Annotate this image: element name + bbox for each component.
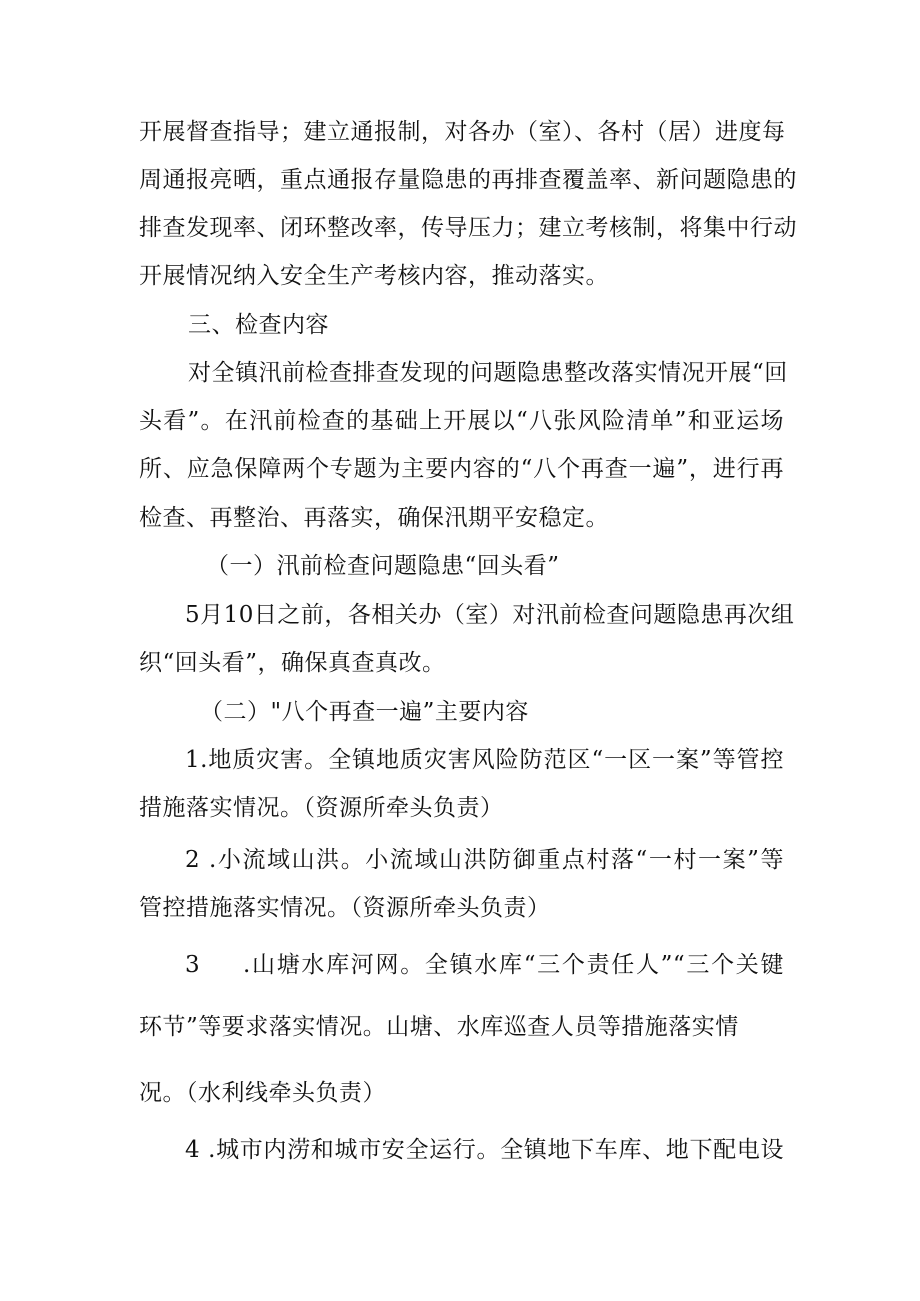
- paragraph-line: 所、应急保障两个专题为主要内容的“八个再查一遍”，进行再: [139, 456, 784, 482]
- list-item-line: 环节”等要求落实情况。山塘、水库巡查人员等措施落实情: [139, 1014, 739, 1040]
- list-item-line: .山塘水库河网。全镇水库“三个责任人”“三个关键: [243, 952, 784, 978]
- list-item-line: 管控措施落实情况。（资源所牵头负责）: [139, 895, 551, 921]
- list-item-line: 2 .小流域山洪。小流域山洪防御重点村落“一村一案”等: [185, 847, 784, 873]
- section-heading: 三、检查内容: [188, 312, 329, 338]
- list-item-number: 3: [185, 952, 201, 978]
- paragraph-line: 对全镇汛前检查排查发现的问题隐患整改落实情况开展“回: [188, 360, 788, 386]
- list-item-line: 4 .城市内涝和城市安全运行。全镇地下车库、地下配电设: [185, 1137, 784, 1163]
- list-item-line: 况。（水利线牵头负责）: [139, 1080, 386, 1106]
- list-item-line: 1.地质灾害。全镇地质灾害风险防范区“一区一案”等管控: [185, 747, 784, 773]
- paragraph-line: 排查发现率、闭环整改率，传导压力；建立考核制，将集中行动: [139, 215, 797, 241]
- paragraph-line: 5月10日之前，各相关办（室）对汛前检查问题隐患再次组: [185, 602, 795, 628]
- paragraph-line: 周通报亮晒，重点通报存量隐患的再排查覆盖率、新问题隐患的: [139, 167, 797, 193]
- paragraph-line: 开展情况纳入安全生产考核内容，推动落实。: [139, 263, 609, 289]
- paragraph-line: 检查、再整治、再落实，确保汛期平安稳定。: [139, 505, 609, 531]
- subsection-heading: （二）"八个再查一遍”主要内容: [200, 699, 529, 725]
- paragraph-line: 织“回头看”，确保真查真改。: [139, 650, 446, 676]
- subsection-heading: （一）汛前检查问题隐患“回头看”: [206, 553, 560, 579]
- paragraph-line: 头看”。在汛前检查的基础上开展以“八张风险清单”和亚运场: [139, 408, 784, 434]
- paragraph-line: 开展督查指导；建立通报制，对各办（室）、各村（居）进度每: [139, 119, 786, 145]
- list-item-line: 措施落实情况。（资源所牵头负责）: [139, 795, 504, 821]
